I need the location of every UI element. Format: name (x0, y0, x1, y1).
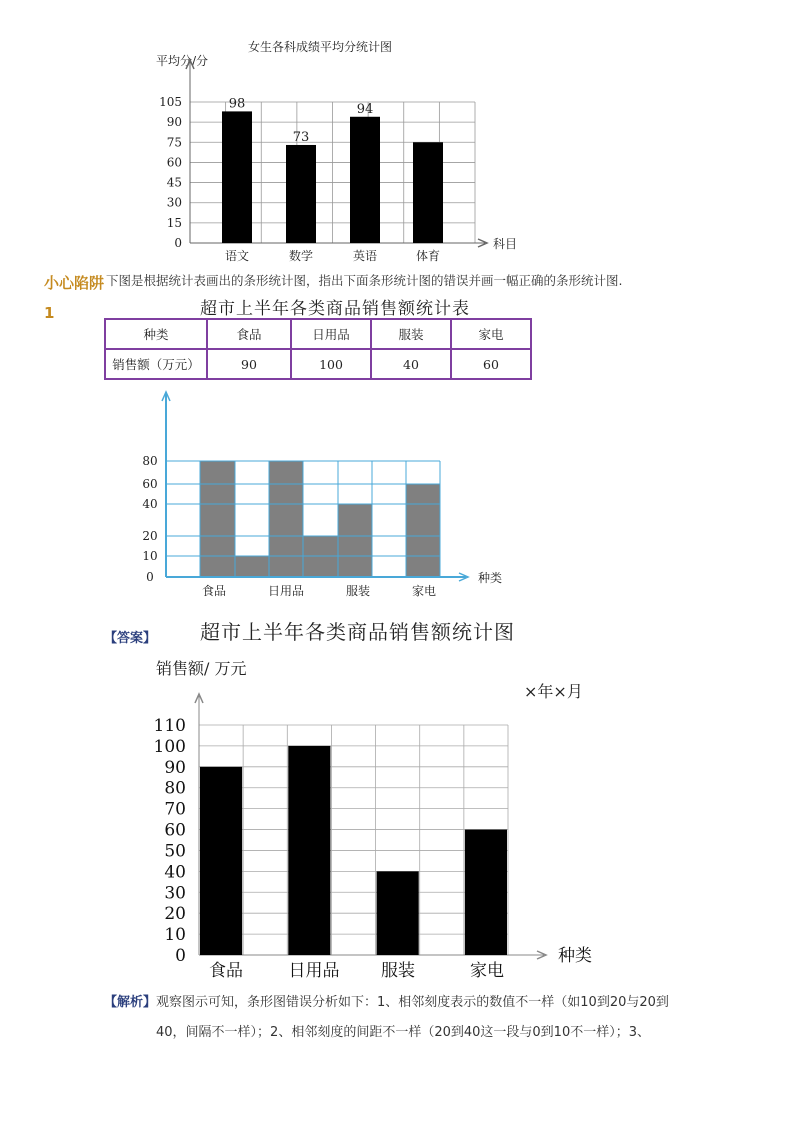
table-cell: 40 (371, 349, 451, 379)
chart3-date-label: ×年×月 (524, 682, 583, 701)
chart2-y-tick-label: 0 (146, 570, 154, 584)
chart2-bar (338, 504, 372, 577)
chart2-y-tick-label: 20 (142, 529, 158, 543)
chart1-y-axis-label: 平均分/分 (156, 54, 209, 68)
analysis-tag: 【解析】 (104, 995, 157, 1010)
chart3-y-tick-label: 50 (164, 841, 186, 862)
chart2-y-tick-label: 80 (142, 454, 158, 468)
chart2-x-tick-label: 日用品 (267, 584, 305, 598)
chart3-y-tick-label: 40 (164, 862, 186, 883)
sales-table (104, 318, 532, 380)
chart1-y-tick-label: 105 (159, 95, 182, 109)
table-cell: 家电 (451, 319, 531, 349)
answer-chart-title: 超市上半年各类商品销售额统计图 (200, 620, 515, 644)
chart1-y-tick-label: 60 (166, 155, 182, 170)
chart2-y-tick-label: 40 (142, 497, 158, 511)
chart3-y-tick-label: 100 (153, 736, 186, 757)
analysis-text (104, 988, 744, 1048)
chart2-y-tick-label: 10 (142, 549, 158, 563)
table-cell: 销售额（万元） (105, 349, 207, 379)
chart1-x-tick-label: 数学 (288, 249, 314, 263)
chart2-bar (235, 556, 269, 577)
table-title: 超市上半年各类商品销售额统计表 (200, 299, 470, 319)
chart2-x-tick-label: 家电 (411, 584, 437, 598)
chart3-bar-chart (0, 680, 800, 985)
chart3-x-tick-label: 食品 (209, 961, 243, 981)
chart1-data-label: 73 (292, 129, 310, 145)
chart3-y-tick-label: 90 (164, 757, 186, 778)
chart1-y-tick-label: 15 (166, 215, 182, 230)
table-cell: 食品 (207, 319, 291, 349)
chart3-bar (288, 746, 330, 955)
chart3-y-tick-label: 110 (153, 716, 186, 736)
chart1-bar (350, 117, 380, 243)
table-cell: 服装 (371, 319, 451, 349)
chart1-bar (286, 145, 316, 243)
chart2-y-tick-label: 60 (142, 477, 158, 491)
chart3-y-tick-label: 80 (164, 778, 186, 799)
chart3-x-axis-label: 种类 (558, 946, 592, 966)
chart3-y-tick-label: 60 (164, 820, 186, 841)
chart2-bar (200, 461, 235, 577)
chart2-bar (406, 484, 440, 577)
analysis-line-1: 观察图示可知，条形图错误分析如下：1、相邻刻度表示的数值不一样（如10到20与20到 (156, 995, 669, 1010)
table-row (105, 349, 531, 379)
answer-label: 【答案】 (104, 631, 157, 646)
chart1-y-tick-label: 75 (166, 135, 182, 150)
chart1-x-tick-label: 体育 (415, 249, 441, 263)
chart3-bar (465, 830, 507, 955)
chart1-data-label: 98 (228, 96, 246, 112)
chart3-y-tick-label: 70 (164, 799, 186, 820)
chart3-bar (200, 767, 242, 955)
trap-question-text: 下图是根据统计表画出的条形统计图，指出下面条形统计图的错误并画一幅正确的条形统计图. (106, 273, 623, 288)
chart1-x-tick-label: 英语 (352, 249, 378, 263)
chart3-y-tick-label: 20 (164, 904, 186, 925)
chart1-title: 女生各科成绩平均分统计图 (247, 40, 392, 54)
chart1-y-tick-label: 30 (166, 195, 182, 210)
table-cell: 种类 (105, 319, 207, 349)
table-cell: 日用品 (291, 319, 371, 349)
chart3-x-tick-label: 服装 (381, 961, 415, 981)
chart1-y-tick-label: 0 (174, 236, 182, 250)
chart1-y-tick-label: 90 (166, 115, 182, 130)
table-cell: 60 (451, 349, 531, 379)
chart3-x-tick-label: 日用品 (288, 961, 340, 981)
chart1-y-tick-label: 45 (166, 175, 182, 190)
chart3-x-tick-label: 家电 (470, 961, 504, 981)
chart1-bar (413, 142, 443, 243)
trap-section-label: 小心陷阱1 (44, 274, 105, 322)
chart1-x-tick-label: 语文 (224, 249, 250, 263)
chart3-bar (377, 871, 419, 955)
chart2-bar-chart (0, 380, 800, 605)
chart3-y-tick-label: 10 (164, 925, 186, 946)
chart2-x-axis-label: 种类 (478, 571, 503, 585)
chart2-x-tick-label: 服装 (345, 584, 371, 598)
table-cell: 90 (207, 349, 291, 379)
chart2-x-tick-label: 食品 (201, 584, 227, 598)
chart1-bar-chart (0, 0, 800, 270)
chart1-bar (222, 111, 252, 243)
analysis-line-2: 40，间隔不一样）；2、相邻刻度的间距不一样（20到40这一段与0到10不一样）；3、 (156, 1025, 650, 1040)
chart1-x-axis-label: 科目 (493, 237, 518, 251)
chart3-y-tick-label: 0 (175, 946, 186, 966)
table-cell: 100 (291, 349, 371, 379)
table-header-row (105, 319, 531, 349)
chart3-y-tick-label: 30 (164, 883, 186, 904)
chart2-bar (269, 461, 303, 577)
chart1-data-label: 94 (356, 101, 374, 117)
chart3-y-axis-label: 销售额/ 万元 (156, 659, 247, 678)
